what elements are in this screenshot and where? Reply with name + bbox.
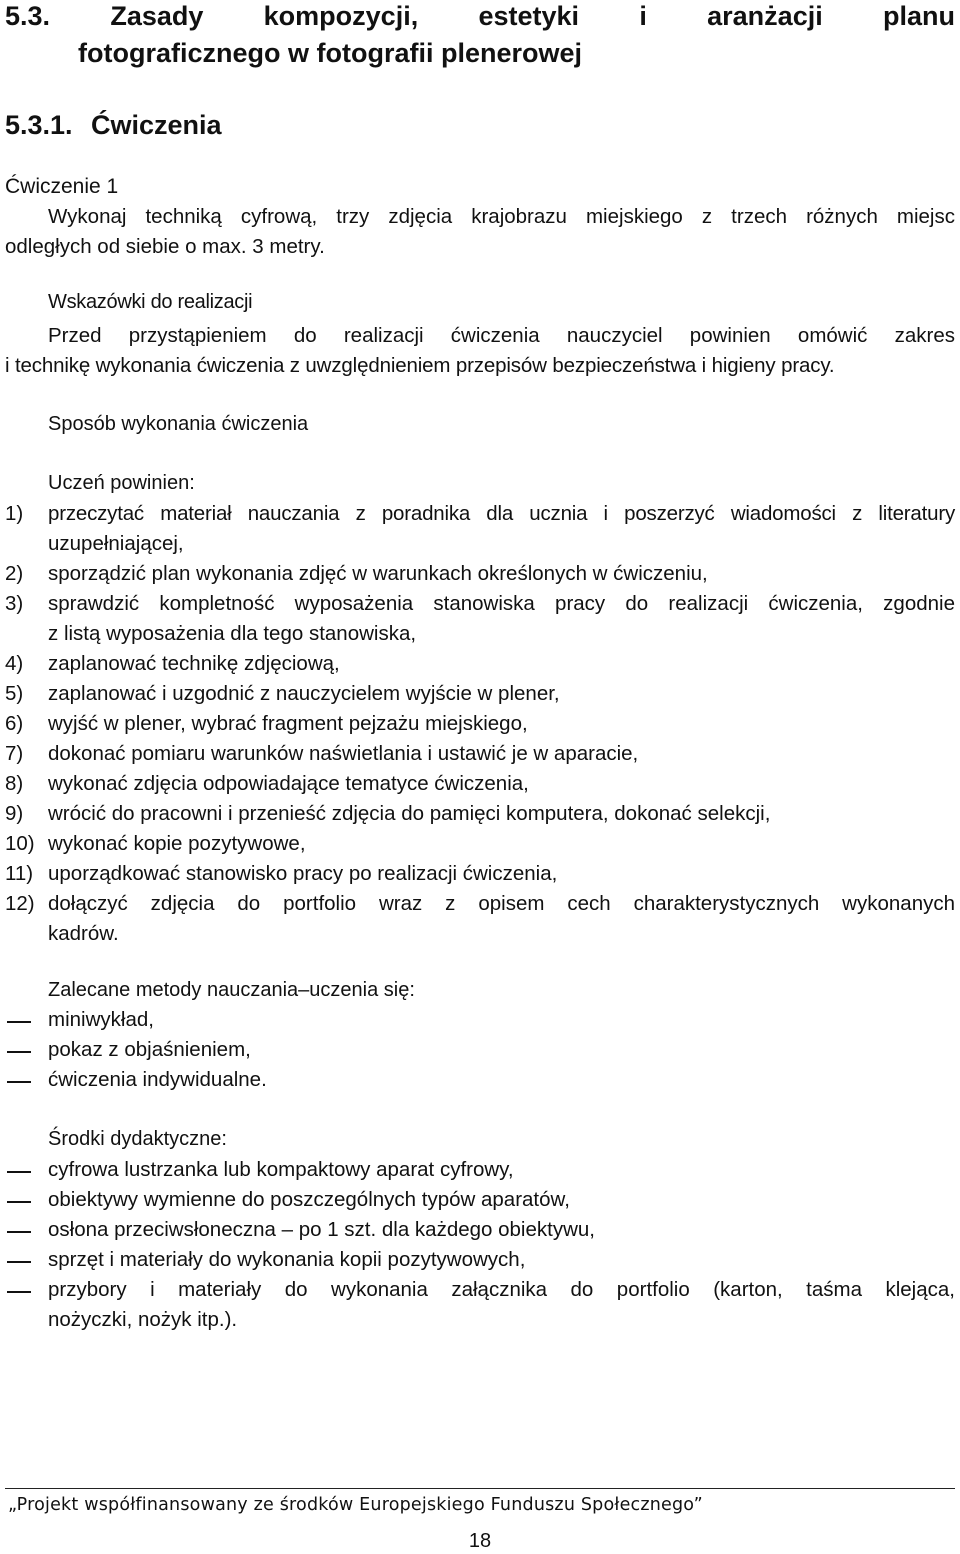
item-text: obiektywy wymienne do poszczególnych typów aparatów,: [48, 1188, 570, 1211]
exercise-task: [48, 202, 955, 232]
item-text: dokonać pomiaru warunków naświetlania i ustawić je w aparacie,: [48, 742, 639, 765]
item-number: 10): [5, 832, 35, 855]
list-item: [5, 649, 955, 679]
dash-bullet-icon: [7, 1291, 31, 1293]
page-number: 18: [468, 1530, 492, 1552]
section-heading-line2: fotograficznego w fotografii plenerowej: [78, 38, 583, 68]
list-item: [5, 1215, 955, 1245]
dash-bullet-icon: [7, 1171, 31, 1173]
dash-bullet-icon: [7, 1051, 31, 1053]
item-text: przeczytać materiał nauczania z poradnika dla ucznia i poszerzyć wiadomości z literatury: [48, 502, 955, 525]
item-text: wykonać kopie pozytywowe,: [48, 832, 306, 855]
list-item: [5, 1275, 955, 1335]
list-item: [5, 559, 955, 589]
item-number: 8): [5, 772, 24, 795]
list-item: [5, 1245, 955, 1275]
item-text-cont: kadrów.: [48, 922, 119, 945]
section-heading-line1: 5.3. Zasady kompozycji, estetyki i aranżacji planu: [5, 1, 955, 31]
list-item: [5, 709, 955, 739]
item-number: 2): [5, 562, 24, 585]
list-item: [5, 589, 955, 649]
item-number: 12): [5, 892, 35, 915]
list-item: [5, 799, 955, 829]
hints-text: [48, 321, 955, 351]
item-text: cyfrowa lustrzanka lub kompaktowy aparat cyfrowy,: [48, 1158, 514, 1181]
didactic-list: [5, 1155, 955, 1335]
item-number: 1): [5, 502, 24, 525]
item-text-cont: z listą wyposażenia dla tego stanowiska,: [48, 622, 417, 645]
list-item: [5, 499, 955, 559]
item-number: 11): [5, 862, 34, 885]
item-text: zaplanować technikę zdjęciową,: [48, 652, 340, 675]
item-number: 6): [5, 712, 24, 735]
dash-bullet-icon: [7, 1261, 31, 1263]
item-text: przybory i materiały do wykonania załącznika do portfolio (karton, taśma klejąca,: [48, 1278, 955, 1301]
teaching-methods-label: Zalecane metody nauczania–uczenia się:: [48, 979, 415, 1001]
dash-bullet-icon: [7, 1231, 31, 1233]
subsection-title: Ćwiczenia: [91, 110, 222, 140]
hints-label: Wskazówki do realizacji: [48, 291, 253, 313]
list-item: [5, 859, 955, 889]
dash-bullet-icon: [7, 1081, 31, 1083]
exercise-task-line2: odległych od siebie o max. 3 metry.: [5, 235, 325, 258]
item-text: miniwykład,: [48, 1008, 154, 1031]
item-number: 7): [5, 742, 24, 765]
hints-text-cont: [5, 351, 834, 381]
exercise-task-line1: Wykonaj techniką cyfrową, trzy zdjęcia krajobrazu miejskiego z trzech różnych miejsc: [48, 205, 955, 228]
list-item: [5, 829, 955, 859]
item-text: osłona przeciwsłoneczna – po 1 szt. dla każdego obiektywu,: [48, 1218, 595, 1241]
footer-note: „Projekt współfinansowany ze środków Europejskiego Funduszu Społecznego”: [8, 1495, 703, 1515]
item-text: sprawdzić kompletność wyposażenia stanowiska pracy do realizacji ćwiczenia, zgodnie: [48, 592, 955, 615]
hints-line2: i technikę wykonania ćwiczenia z uwzględnieniem przepisów bezpieczeństwa i higieny pracy.: [5, 354, 835, 377]
dash-bullet-icon: [7, 1021, 31, 1023]
item-text: wyjść w plener, wybrać fragment pejzażu miejskiego,: [48, 712, 528, 735]
list-item: [5, 1065, 955, 1095]
item-number: 3): [5, 592, 24, 615]
list-item: [5, 1005, 955, 1035]
hints-line1: Przed przystąpieniem do realizacji ćwiczenia nauczyciel powinien omówić zakres: [48, 324, 955, 347]
item-text-cont: nożyczki, nożyk itp.).: [48, 1308, 238, 1331]
exercise-task-cont: [5, 232, 325, 262]
dash-bullet-icon: [7, 1201, 31, 1203]
section-heading: [5, 0, 955, 72]
item-text: uporządkować stanowisko pracy po realizacji ćwiczenia,: [48, 862, 558, 885]
list-item: [5, 889, 955, 949]
method-steps-list: [5, 499, 955, 949]
item-text: wykonać zdjęcia odpowiadające tematyce ćwiczenia,: [48, 772, 529, 795]
method-label: Sposób wykonania ćwiczenia: [48, 413, 309, 435]
item-number: 5): [5, 682, 24, 705]
item-text: ćwiczenia indywidualne.: [48, 1068, 267, 1091]
method-intro: Uczeń powinien:: [48, 472, 195, 494]
subsection-number: 5.3.1.: [5, 110, 73, 140]
item-text: zaplanować i uzgodnić z nauczycielem wyjście w plener,: [48, 682, 560, 705]
item-text-cont: uzupełniającej,: [48, 532, 184, 555]
item-number: 4): [5, 652, 24, 675]
list-item: [5, 1185, 955, 1215]
list-item: [5, 739, 955, 769]
didactic-label: Środki dydaktyczne:: [48, 1128, 227, 1150]
item-text: sprzęt i materiały do wykonania kopii pozytywowych,: [48, 1248, 526, 1271]
subsection-heading: [5, 108, 222, 142]
item-text: wrócić do pracowni i przenieść zdjęcia do pamięci komputera, dokonać selekcji,: [48, 802, 771, 825]
teaching-methods-list: [5, 1005, 955, 1095]
list-item: [5, 1035, 955, 1065]
item-text: pokaz z objaśnieniem,: [48, 1038, 251, 1061]
list-item: [5, 679, 955, 709]
exercise-title: Ćwiczenie 1: [5, 175, 119, 198]
list-item: [5, 1155, 955, 1185]
list-item: [5, 769, 955, 799]
item-text: dołączyć zdjęcia do portfolio wraz z opisem cech charakterystycznych wykonanych: [48, 892, 955, 915]
item-text: sporządzić plan wykonania zdjęć w warunkach określonych w ćwiczeniu,: [48, 562, 708, 585]
item-number: 9): [5, 802, 24, 825]
footer-divider: [5, 1488, 955, 1489]
